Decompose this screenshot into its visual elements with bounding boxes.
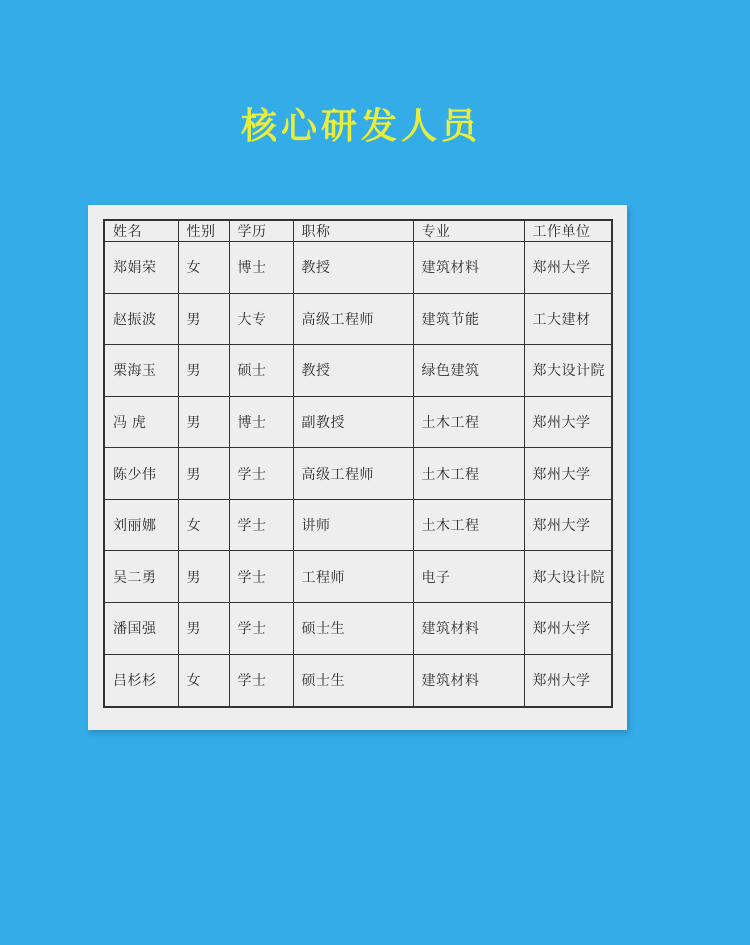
header-cell-name: 姓名: [104, 220, 178, 242]
table-cell: 郑州大学: [524, 654, 612, 707]
header-cell-title: 职称: [293, 220, 413, 242]
table-cell: 硕士生: [293, 603, 413, 655]
table-row: [104, 242, 612, 294]
table-cell: 高级工程师: [293, 293, 413, 345]
table-cell: 学士: [229, 448, 293, 500]
table-header-row: [104, 220, 612, 242]
table-cell: 建筑材料: [413, 603, 524, 655]
table-cell: 郑州大学: [524, 603, 612, 655]
table-cell: 工大建材: [524, 293, 612, 345]
table-cell: 学士: [229, 654, 293, 707]
table-cell: 教授: [293, 345, 413, 397]
table-cell: 男: [178, 551, 229, 603]
table-cell: 绿色建筑: [413, 345, 524, 397]
table-row: [104, 396, 612, 448]
table-cell: 电子: [413, 551, 524, 603]
table-row: [104, 603, 612, 655]
header-cell-edu: 学历: [229, 220, 293, 242]
table-cell: 硕士: [229, 345, 293, 397]
table-cell: 男: [178, 293, 229, 345]
table-cell: 吴二勇: [104, 551, 178, 603]
header-cell-major: 专业: [413, 220, 524, 242]
table-row: [104, 654, 612, 707]
table-cell: 男: [178, 396, 229, 448]
table-cell: 吕杉杉: [104, 654, 178, 707]
table-cell: 学士: [229, 603, 293, 655]
table-cell: 陈少伟: [104, 448, 178, 500]
table-cell: 讲师: [293, 499, 413, 551]
table-cell: 学士: [229, 499, 293, 551]
table-cell: 郑州大学: [524, 499, 612, 551]
table-cell: 郑州大学: [524, 448, 612, 500]
table-cell: 赵振波: [104, 293, 178, 345]
table-cell: 建筑材料: [413, 242, 524, 294]
table-cell: 女: [178, 242, 229, 294]
table-cell: 土木工程: [413, 396, 524, 448]
table-cell: 教授: [293, 242, 413, 294]
table-cell: 博士: [229, 242, 293, 294]
table-row: [104, 448, 612, 500]
table-cell: 潘国强: [104, 603, 178, 655]
table-cell: 郑大设计院: [524, 551, 612, 603]
table-cell: 大专: [229, 293, 293, 345]
table-cell: 建筑节能: [413, 293, 524, 345]
table-cell: 郑大设计院: [524, 345, 612, 397]
table-row: [104, 551, 612, 603]
table-cell: 冯 虎: [104, 396, 178, 448]
table-cell: 刘丽娜: [104, 499, 178, 551]
personnel-table: [103, 219, 613, 708]
table-cell: 副教授: [293, 396, 413, 448]
table-row: [104, 345, 612, 397]
table-cell: 工程师: [293, 551, 413, 603]
table-cell: 博士: [229, 396, 293, 448]
table-row: [104, 293, 612, 345]
table-cell: 郑娟荣: [104, 242, 178, 294]
page-title: 核心研发人员: [240, 105, 481, 146]
table-panel: [88, 205, 627, 730]
table-cell: 男: [178, 448, 229, 500]
table-cell: 硕士生: [293, 654, 413, 707]
table-body: [104, 242, 612, 708]
table-cell: 郑州大学: [524, 242, 612, 294]
table-cell: 学士: [229, 551, 293, 603]
table-cell: 栗海玉: [104, 345, 178, 397]
table-cell: 土木工程: [413, 499, 524, 551]
table-row: [104, 499, 612, 551]
table-cell: 土木工程: [413, 448, 524, 500]
table-cell: 男: [178, 345, 229, 397]
table-cell: 高级工程师: [293, 448, 413, 500]
table-cell: 女: [178, 654, 229, 707]
table-cell: 郑州大学: [524, 396, 612, 448]
table-cell: 男: [178, 603, 229, 655]
header-cell-sex: 性别: [178, 220, 229, 242]
header-cell-unit: 工作单位: [524, 220, 612, 242]
table-cell: 建筑材料: [413, 654, 524, 707]
table-cell: 女: [178, 499, 229, 551]
